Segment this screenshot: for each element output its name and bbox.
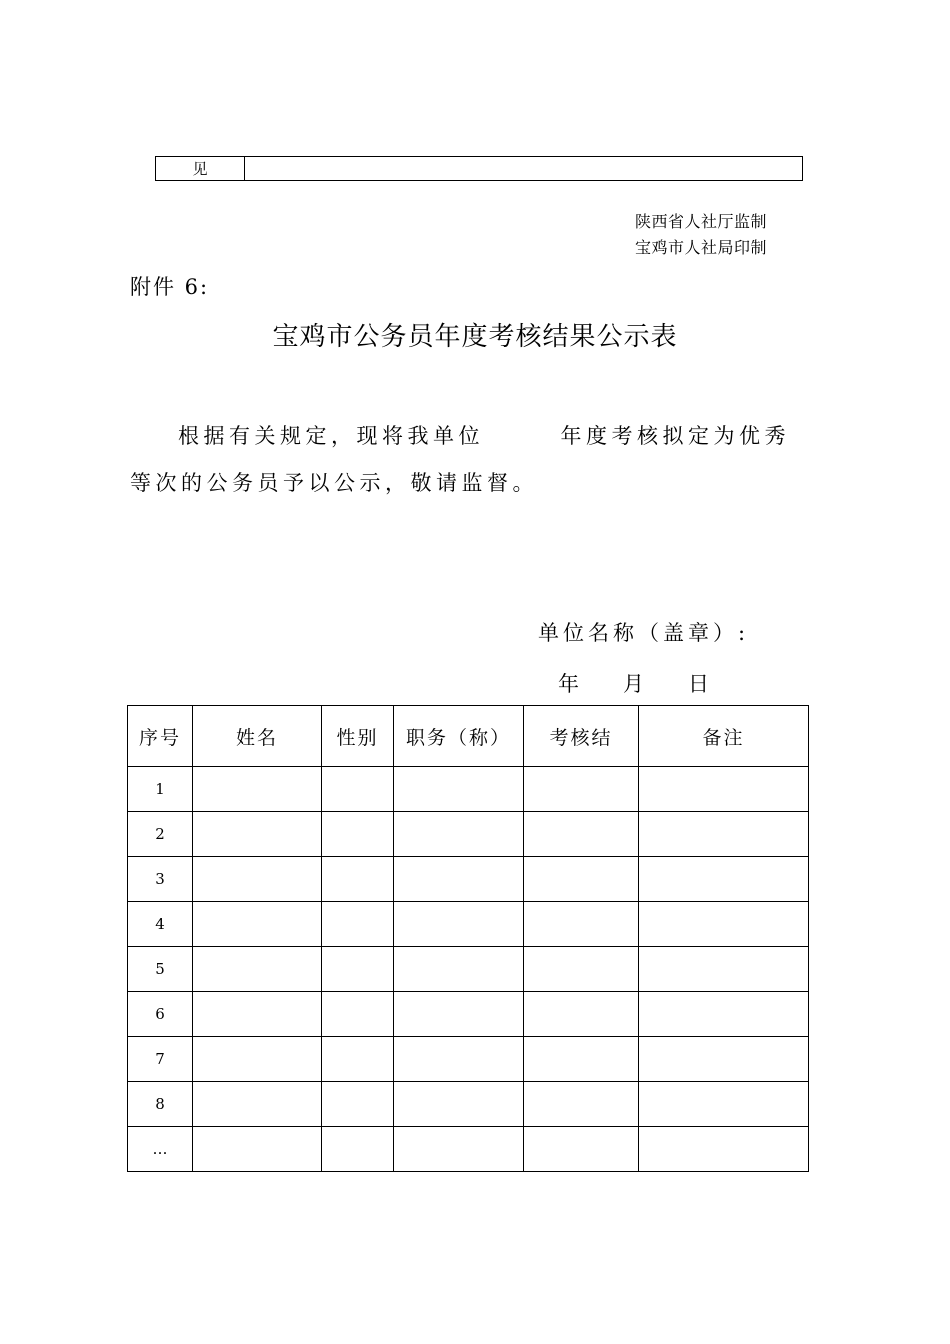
row-index: 5: [128, 947, 193, 992]
table-row: [128, 857, 809, 902]
header-remarks: 备注: [639, 706, 809, 767]
remarks-cell: [639, 1082, 809, 1127]
body-paragraph-line-2: 等次的公务员予以公示，敬请监督。: [130, 471, 538, 495]
position-cell: [394, 947, 524, 992]
result-cell: [524, 857, 639, 902]
gender-cell: [322, 767, 394, 812]
gender-cell: [322, 812, 394, 857]
gender-cell: [322, 947, 394, 992]
result-cell: [524, 1037, 639, 1082]
attachment-label: 附件 6:: [130, 275, 210, 299]
remarks-cell: [639, 1127, 809, 1172]
header-index: 序号: [128, 706, 193, 767]
table-row: [128, 1082, 809, 1127]
position-cell: [394, 902, 524, 947]
name-cell: [193, 1127, 322, 1172]
year-label: 年: [558, 672, 579, 696]
remarks-cell: [639, 812, 809, 857]
date-line: [558, 668, 709, 698]
header-name: 姓名: [193, 706, 322, 767]
position-cell: [394, 1127, 524, 1172]
day-label: 日: [688, 672, 709, 696]
table-row: [128, 812, 809, 857]
name-cell: [193, 857, 322, 902]
gender-cell: [322, 902, 394, 947]
row-index: 4: [128, 902, 193, 947]
row-index: 2: [128, 812, 193, 857]
table-row: [128, 947, 809, 992]
name-cell: [193, 1082, 322, 1127]
position-cell: [394, 857, 524, 902]
result-cell: [524, 992, 639, 1037]
row-index: 8: [128, 1082, 193, 1127]
remarks-cell: [639, 857, 809, 902]
name-cell: [193, 767, 322, 812]
result-cell: [524, 947, 639, 992]
remarks-cell: [639, 947, 809, 992]
table-row: [128, 1127, 809, 1172]
header-gender: 性别: [322, 706, 394, 767]
row-index: 1: [128, 767, 193, 812]
position-cell: [394, 812, 524, 857]
opinion-value-cell: [245, 157, 802, 180]
result-cell: [524, 767, 639, 812]
remarks-cell: [639, 902, 809, 947]
document-title: 宝鸡市公务员年度考核结果公示表: [272, 322, 678, 352]
position-cell: [394, 1082, 524, 1127]
row-index: 3: [128, 857, 193, 902]
remarks-cell: [639, 1037, 809, 1082]
name-cell: [193, 947, 322, 992]
printer-imprint: 宝鸡市人社局印制: [635, 238, 768, 257]
position-cell: [394, 992, 524, 1037]
name-cell: [193, 1037, 322, 1082]
gender-cell: [322, 1127, 394, 1172]
remarks-cell: [639, 767, 809, 812]
header-result: 考核结: [524, 706, 639, 767]
result-cell: [524, 1082, 639, 1127]
opinion-label: 见: [156, 157, 245, 180]
previous-form-row: [155, 156, 803, 181]
header-position: 职务（称）: [394, 706, 524, 767]
month-label: 月: [623, 672, 644, 696]
gender-cell: [322, 857, 394, 902]
supervisor-imprint: 陕西省人社厅监制: [635, 212, 768, 231]
table-header-row: [128, 706, 809, 767]
name-cell: [193, 812, 322, 857]
position-cell: [394, 1037, 524, 1082]
result-cell: [524, 812, 639, 857]
table-row: [128, 767, 809, 812]
row-index: …: [128, 1127, 193, 1172]
result-cell: [524, 1127, 639, 1172]
gender-cell: [322, 992, 394, 1037]
table-row: [128, 992, 809, 1037]
unit-name-seal-label: 单位名称（盖章）:: [538, 621, 750, 645]
table-row: [128, 1037, 809, 1082]
name-cell: [193, 902, 322, 947]
results-table: [127, 705, 809, 1172]
table-row: [128, 902, 809, 947]
row-index: 6: [128, 992, 193, 1037]
gender-cell: [322, 1037, 394, 1082]
row-index: 7: [128, 1037, 193, 1082]
result-cell: [524, 902, 639, 947]
gender-cell: [322, 1082, 394, 1127]
remarks-cell: [639, 992, 809, 1037]
body-paragraph-line-1: 根据有关规定，现将我单位 年度考核拟定为优秀: [178, 424, 790, 448]
position-cell: [394, 767, 524, 812]
name-cell: [193, 992, 322, 1037]
